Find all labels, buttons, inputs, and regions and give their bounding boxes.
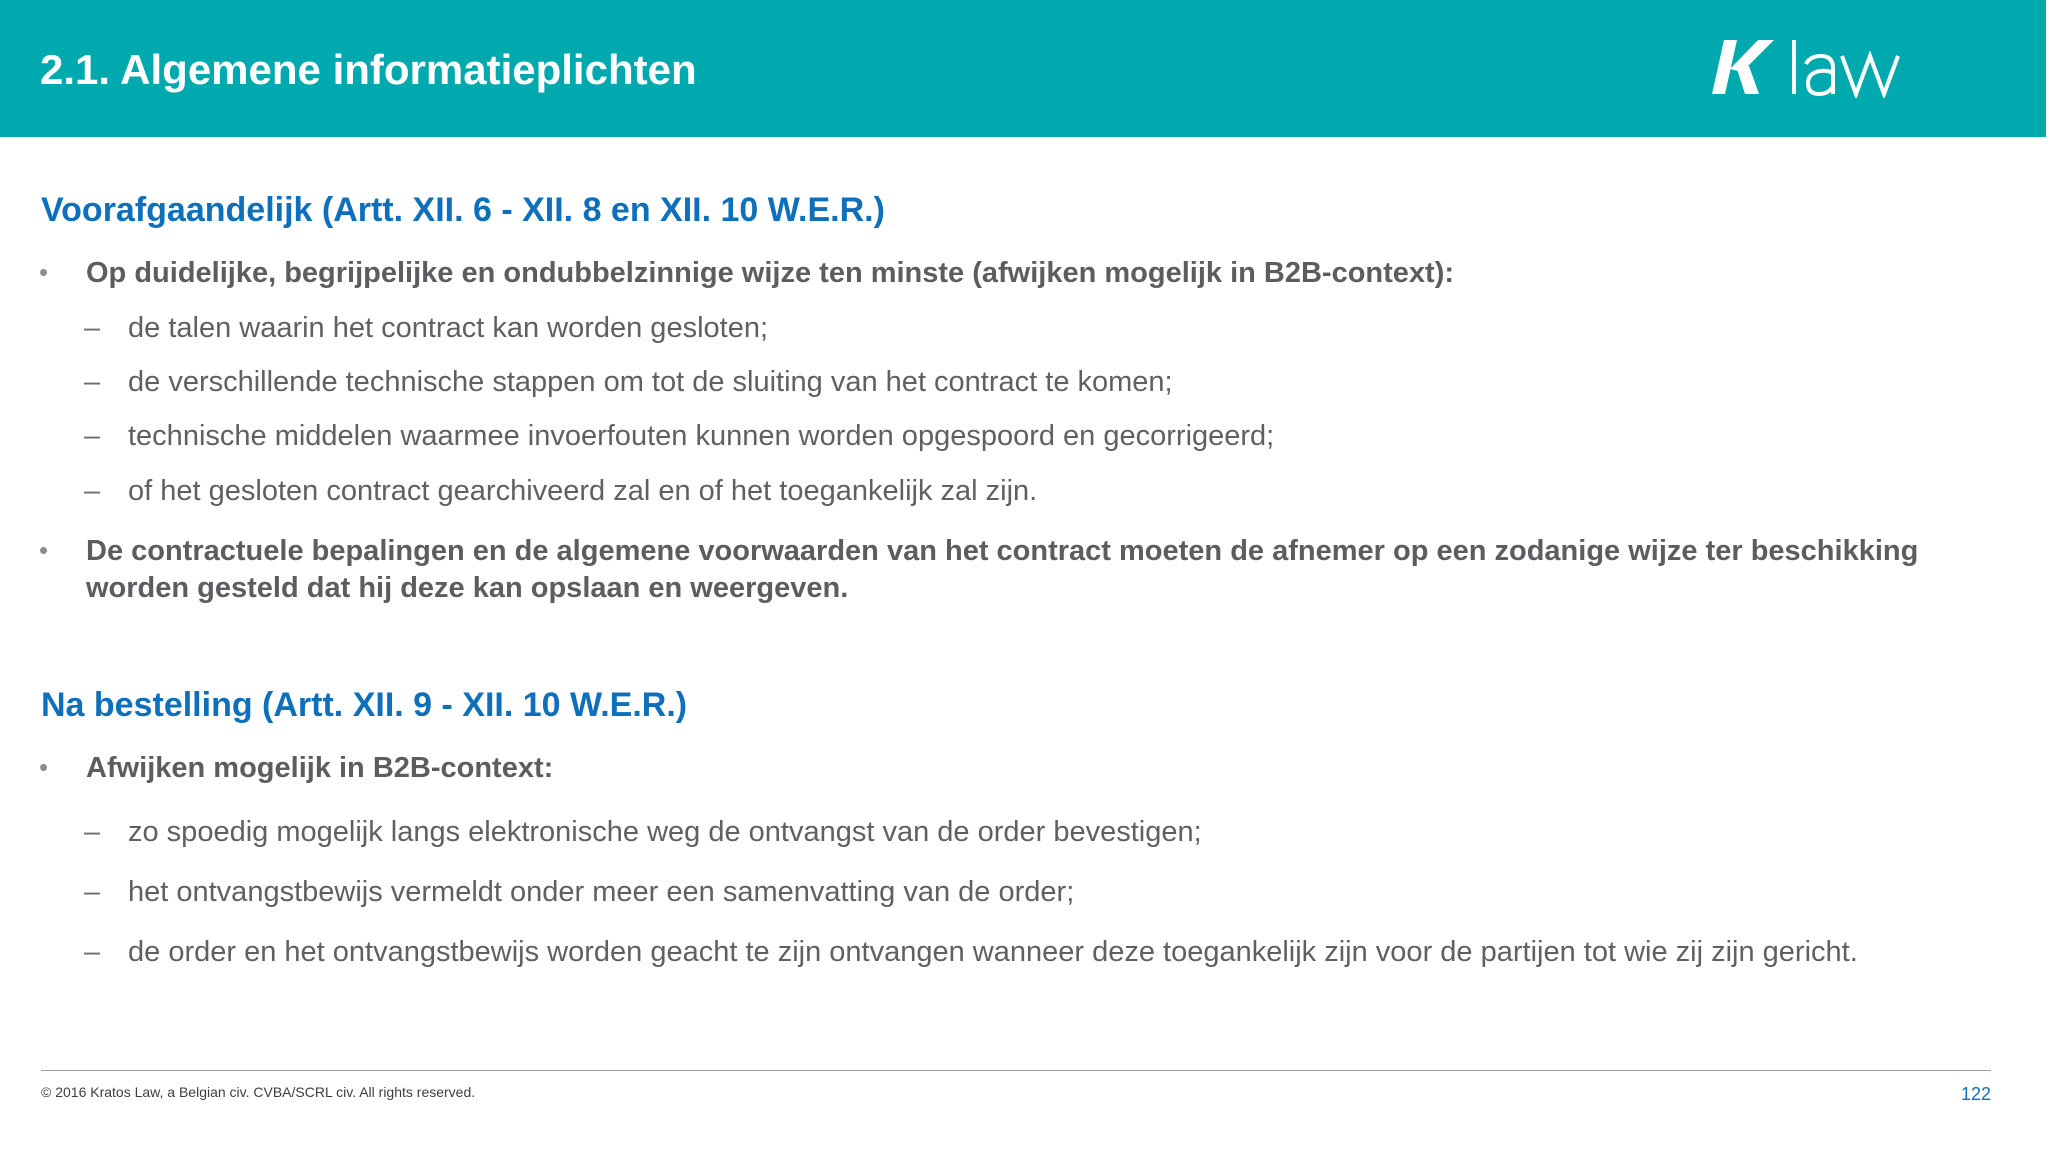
- sub-item-text: zo spoedig mogelijk langs elektronische weg de ontvangst van de order bevestigen;: [128, 816, 1202, 848]
- bullet-icon: •: [39, 752, 49, 782]
- dash-icon: –: [84, 366, 101, 398]
- sub-item-text: het ontvangstbewijs vermeldt onder meer een samenvatting van de order;: [128, 876, 1075, 908]
- dash-icon: –: [84, 312, 101, 344]
- sub-item-text: technische middelen waarmee invoerfouten kunnen worden opgespoord en gecorrigeerd;: [128, 420, 1275, 452]
- section-heading-voorafgaandelijk: Voorafgaandelijk (Artt. XII. 6 - XII. 8 en XII. 10 W.E.R.): [41, 191, 885, 229]
- bullet-icon: •: [39, 535, 49, 565]
- dash-icon: –: [84, 816, 101, 848]
- bullet-icon: •: [39, 257, 49, 287]
- bullet-text: Afwijken mogelijk in B2B-context:: [86, 752, 554, 784]
- klaw-logo: [1710, 36, 1932, 98]
- bullet-text: De contractuele bepalingen en de algemene voorwaarden van het contract moeten de afnemer op een zodanige wijze ter beschikking worden gesteld dat hij deze kan opslaan en weergeven.: [86, 535, 1919, 604]
- page-number: 122: [1960, 1084, 1991, 1104]
- dash-icon: –: [84, 876, 101, 908]
- sub-item-text: de talen waarin het contract kan worden gesloten;: [128, 312, 769, 344]
- sub-item-text: de verschillende technische stappen om tot de sluiting van het contract te komen;: [128, 366, 1173, 398]
- copyright-text: © 2016 Kratos Law, a Belgian civ. CVBA/SCRL civ. All rights reserved.: [41, 1084, 476, 1100]
- section-heading-na-bestelling: Na bestelling (Artt. XII. 9 - XII. 10 W.E.R.): [41, 686, 688, 724]
- sub-item-text: de order en het ontvangstbewijs worden geacht te zijn ontvangen wanneer deze toegankelijk zijn voor de partijen tot wie zij zijn gericht.: [128, 936, 1858, 968]
- slide-title: 2.1. Algemene informatieplichten: [40, 46, 697, 93]
- dash-icon: –: [84, 475, 101, 507]
- dash-icon: –: [84, 420, 101, 452]
- bullet-text: Op duidelijke, begrijpelijke en ondubbelzinnige wijze ten minste (afwijken mogelijk in B2B-context):: [86, 257, 1455, 289]
- sub-item-text: of het gesloten contract gearchiveerd zal en of het toegankelijk zal zijn.: [128, 475, 1038, 507]
- dash-icon: –: [84, 936, 101, 968]
- header-bar: [0, 0, 2046, 137]
- footer-divider: [41, 1070, 1991, 1071]
